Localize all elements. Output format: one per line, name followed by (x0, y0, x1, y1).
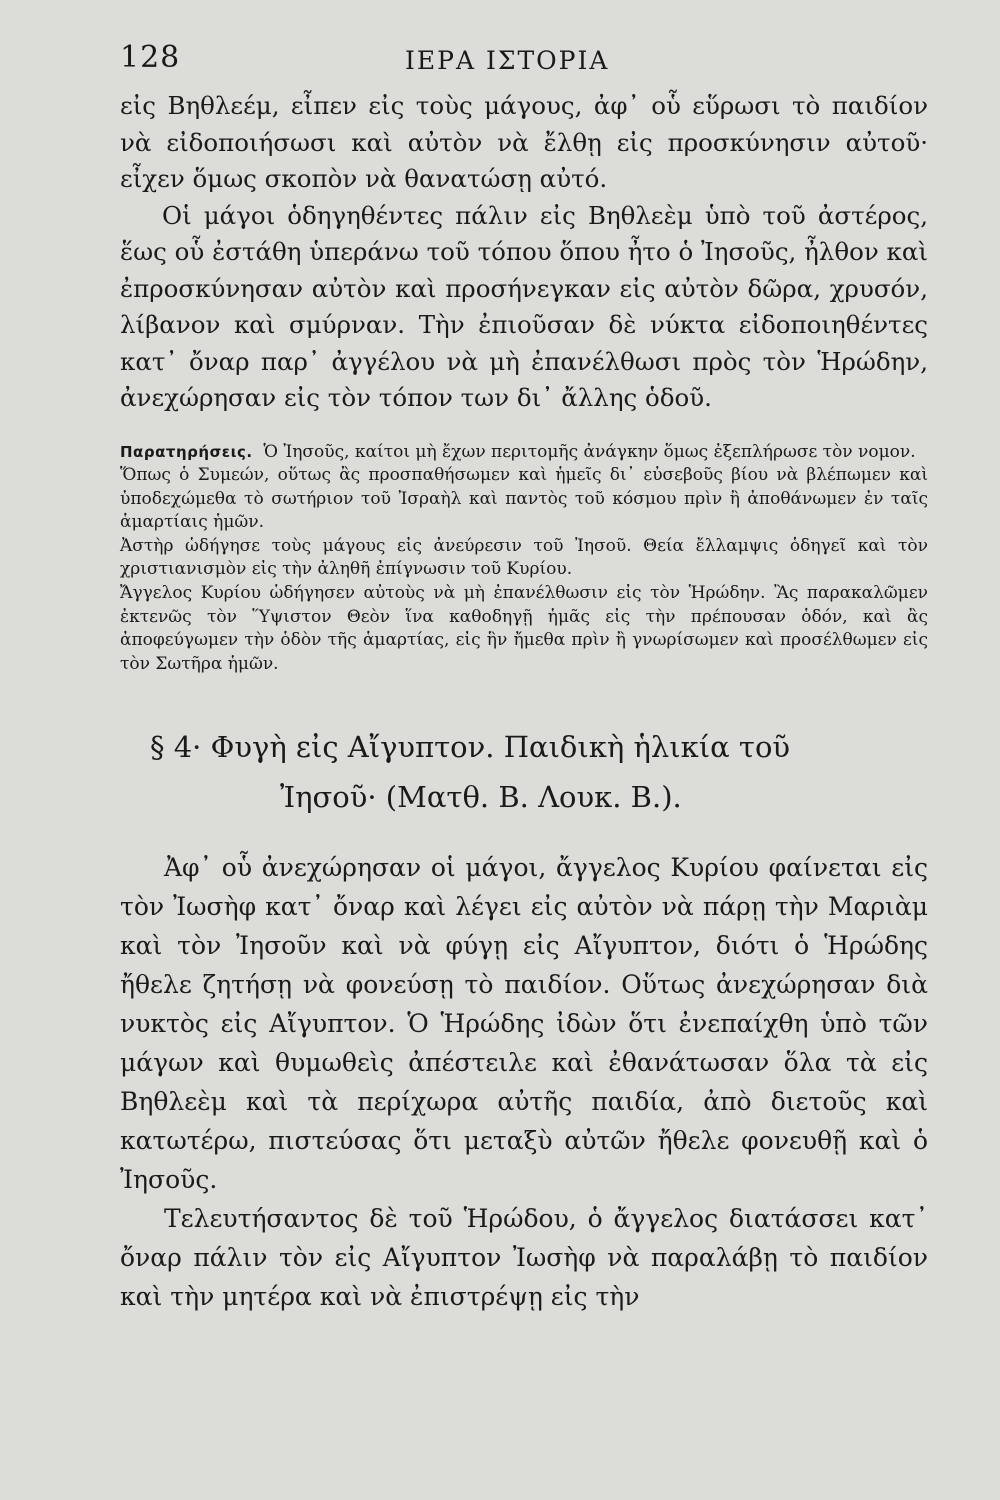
section-heading (120, 722, 928, 822)
observation-item: Ἀστὴρ ὡδήγησε τοὺς μάγους εἰς ἀνεύρεσιν τοῦ Ἰησοῦ. Θεία ἔλλαμψις ὁδηγεῖ καὶ τὸν χριστιανισμὸν εἰς τὴν ἀληθῆ ἐπίγνωσιν τοῦ Κυρίου. (120, 535, 928, 580)
observations-label: Παρατηρήσεις. (120, 442, 253, 461)
observation-item: Ἄγγελος Κυρίου ὡδήγησεν αὐτοὺς νὰ μὴ ἐπανέλθωσιν εἰς τὸν Ἡρώδην. Ἂς παρακαλῶμεν ἐκτενῶς τὸν Ὕψιστον Θεὸν ἵνα καθοδηγῇ ἡμᾶς εἰς τὴν πρέπουσαν ὁδόν, καὶ ἂς ἀποφεύγωμεν τὴν ὁδὸν τῆς ἁμαρτίας, εἰς ἣν ἤμεθα πρὶν ἢ γνωρίσωμεν καὶ προσέλθωμεν εἰς τὸν Σωτῆρα ἡμῶν. (120, 583, 928, 674)
page-number: 128 (120, 40, 181, 75)
observation-item: Ὅπως ὁ Συμεών, οὕτως ἂς προσπαθήσωμεν καὶ ἡμεῖς δι᾽ εὐσεβοῦς βίου νὰ βλέπωμεν καὶ ὑποδεχώμεθα τὸ σωτήριον τοῦ Ἰσραὴλ καὶ παντὸς τοῦ κόσμου πρὶν ἢ ἀποθάνωμεν ἐν ταῖς ἁμαρτίαις ἡμῶν. (120, 465, 928, 533)
section-heading-line2: Ἰησοῦ· (Ματθ. Β. Λουκ. Β.). (280, 780, 682, 815)
paragraph-magi: Οἱ μάγοι ὁδηγηθέντες πάλιν εἰς Βηθλεὲμ ὑπὸ τοῦ ἀστέρος, ἕως οὗ ἐστάθη ὑπεράνω τοῦ τόπου ὅπου ἦτο ὁ Ἰησοῦς, ἦλθον καὶ ἐπροσκύνησαν αὐτὸν καὶ προσήνεγκαν εἰς αὐτὸν δῶρα, χρυσόν, λίβανον καὶ σμύρναν. Τὴν ἐπιοῦσαν δὲ νύκτα εἰδοποιηθέντες κατ᾽ ὄναρ παρ᾽ ἀγγέλου νὰ μὴ ἐπανέλθωσι πρὸς τὸν Ἡρώδην, ἀνεχώρησαν εἰς τὸν τόπον των δι᾽ ἄλλης ὁδοῦ. (120, 200, 928, 412)
paragraph-herod-death: Τελευτήσαντος δὲ τοῦ Ἡρώδου, ὁ ἄγγελος διατάσσει κατ᾽ ὄναρ πάλιν τὸν εἰς Αἴγυπτον Ἰωσὴφ νὰ παραλάβῃ τὸ παιδίον καὶ τὴν μητέρα καὶ νὰ ἐπιστρέψῃ εἰς τὴν (120, 1204, 928, 1312)
main-text-bottom (120, 848, 928, 1316)
paragraph-flight: Ἀφ᾽ οὗ ἀνεχώρησαν οἱ μάγοι, ἄγγελος Κυρίου φαίνεται εἰς τὸν Ἰωσὴφ κατ᾽ ὄναρ καὶ λέγει εἰς αὐτὸν νὰ πάρῃ τὴν Μαριὰμ καὶ τὸν Ἰησοῦν καὶ νὰ φύγῃ εἰς Αἴγυπτον, διότι ὁ Ἡρώδης ἤθελε ζητήσῃ νὰ φονεύσῃ τὸ παιδίον. Οὕτως ἀνεχώρησαν διὰ νυκτὸς εἰς Αἴγυπτον. Ὁ Ἡρώδης ἰδὼν ὅτι ἐνεπαίχθη ὑπὸ τῶν μάγων καὶ θυμωθεὶς ἀπέστειλε καὶ ἐθανάτωσαν ὅλα τὰ εἰς Βηθλεὲμ καὶ τὰ περίχωρα αὐτῆς παιδία, ἀπὸ διετοῦς καὶ κατωτέρω, πιστεύσας ὅτι μεταξὺ αὐτῶν ἤθελε φονευθῇ καὶ ὁ Ἰησοῦς. (120, 853, 928, 1195)
running-head: ΙΕΡΑ ΙΣΤΟΡΙΑ (405, 46, 610, 75)
observation-first (120, 441, 928, 465)
section-heading-line1: § 4· Φυγὴ εἰς Αἴγυπτον. Παιδικὴ ἡλικία τοῦ (150, 730, 791, 765)
main-text-top (120, 88, 928, 417)
paragraph-continued: εἰς Βηθλεέμ, εἶπεν εἰς τοὺς μάγους, ἀφ᾽ οὗ εὕρωσι τὸ παιδίον νὰ εἰδοποιήσωσι καὶ αὐτὸν νὰ ἔλθῃ εἰς προσκύνησιν αὐτοῦ· εἶχεν ὅμως σκοπὸν νὰ θανατώσῃ αὐτό. (120, 91, 928, 193)
observations-block (120, 441, 928, 677)
page-header (120, 40, 928, 84)
observation-first-text: Ὁ Ἰησοῦς, καίτοι μὴ ἔχων περιτομῆς ἀνάγκην ὅμως ἐξεπλήρωσε τὸν νομον. (263, 441, 916, 462)
